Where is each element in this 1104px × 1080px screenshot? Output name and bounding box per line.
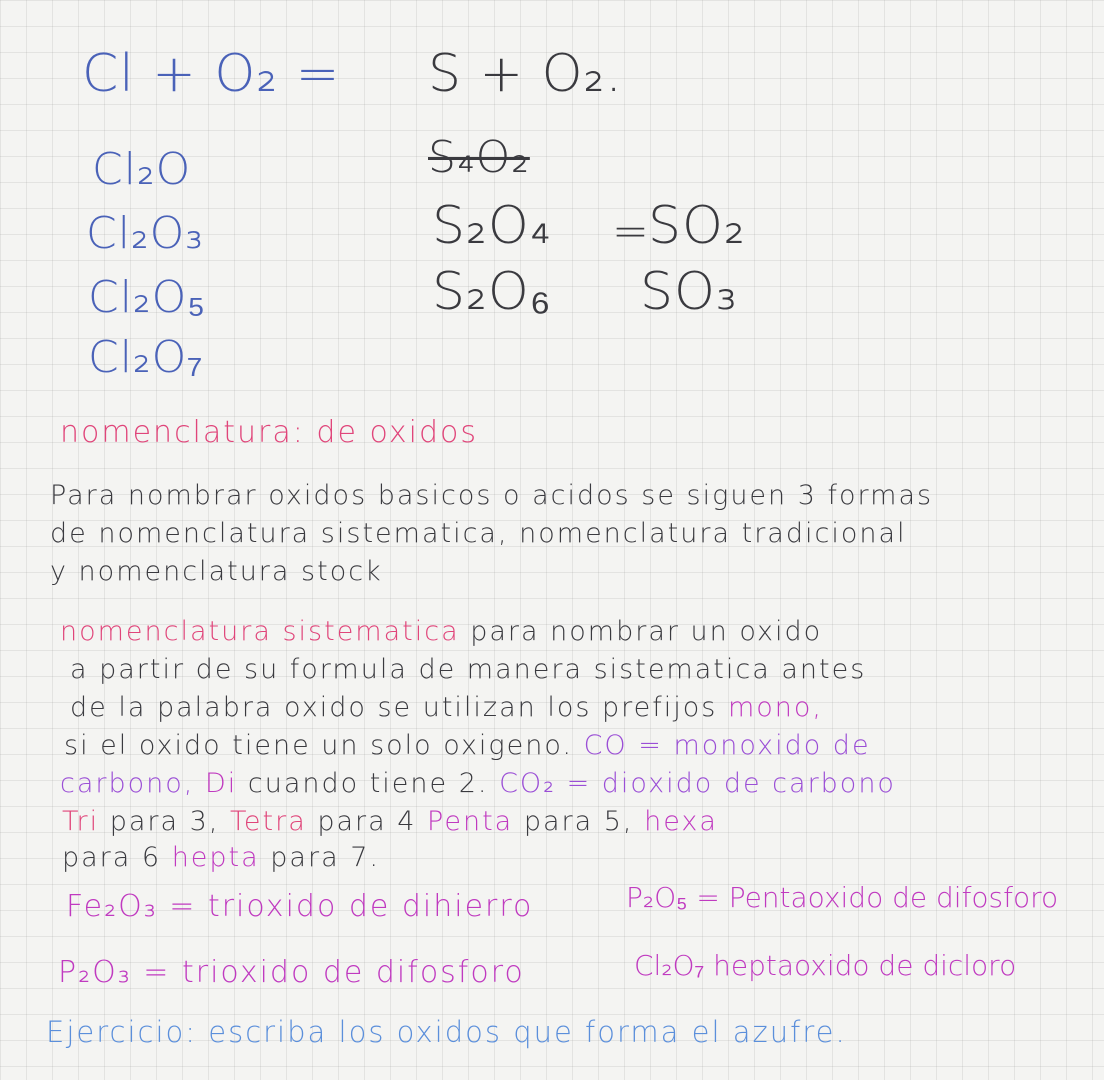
chlorine-oxide-4: Cl₂O₇ (88, 332, 204, 383)
sistematica-line-7 (62, 844, 380, 871)
prefix-di: Di (204, 768, 238, 799)
sulfur-oxide-2: S₂O₆ (432, 262, 552, 322)
sistematica-l4-text: si el oxido tiene un solo oxigeno. (64, 730, 573, 761)
intro-line-3: y nomenclatura stock (50, 556, 383, 587)
text-para-4: para 4 (317, 806, 417, 837)
prefix-hexa: hexa (644, 806, 718, 837)
intro-line-2: de nomenclatura sistematica, nomenclatura tradicional (50, 518, 907, 549)
sulfur-oxide-2-simplified: SO₃ (640, 262, 738, 322)
example-co2: CO₂ = dioxido de carbono (499, 768, 896, 799)
chlorine-oxide-2: Cl₂O₃ (86, 208, 204, 259)
example-cl2o7: Cl₂O₇ heptaoxido de dicloro (634, 949, 1017, 982)
prefix-tetra: Tetra (230, 806, 307, 837)
sistematica-l5-text: cuando tiene 2. (247, 768, 489, 799)
prefix-penta: Penta (427, 806, 514, 837)
sistematica-l1-text: para nombrar un oxido (470, 616, 823, 647)
text-para-7: para 7. (270, 842, 380, 873)
sistematica-line-3 (70, 694, 823, 721)
example-fe2o3: Fe₂O₃ = trioxido de dihierro (66, 889, 534, 924)
sistematica-heading: nomenclatura sistematica (60, 616, 460, 647)
prefix-tri: Tri (62, 806, 100, 837)
intro-line-1: Para nombrar oxidos basicos o acidos se siguen 3 formas (50, 480, 934, 511)
sistematica-line-6 (62, 808, 718, 835)
example-p2o5: P₂O₅ = Pentaoxido de difosforo (626, 881, 1059, 914)
sistematica-line-1 (60, 618, 822, 645)
sulfur-crossed-formula: S₄O₂ (428, 132, 530, 183)
exercise-line: Ejercicio: escriba los oxidos que forma el azufre. (46, 1015, 847, 1049)
sulfur-oxide-1-simplified: SO₂ (648, 196, 746, 256)
sistematica-l3-text: de la palabra oxido se utilizan los prefijos (70, 692, 718, 723)
prefix-hepta: hepta (171, 842, 260, 873)
sistematica-line-5 (60, 770, 896, 797)
chlorine-oxide-1: Cl₂O (92, 144, 192, 195)
example-p2o3: P₂O₃ = trioxido de difosforo (58, 955, 525, 990)
example-co-cont: carbono, (60, 768, 195, 799)
chlorine-oxide-3: Cl₂O₅ (88, 272, 206, 323)
text-para-5: para 5, (523, 806, 634, 837)
sistematica-line-2: a partir de su formula de manera sistematica antes (70, 654, 867, 685)
chlorine-reaction: Cl + O₂ = (82, 44, 341, 104)
text-para-6: para 6 (62, 842, 162, 873)
example-co: CO = monoxido de (583, 730, 871, 761)
sistematica-line-4 (64, 732, 871, 759)
sulfur-oxide-1: S₂O₄ (432, 196, 552, 256)
prefix-mono: mono, (727, 692, 824, 723)
section-title: nomenclatura: de oxidos (60, 415, 478, 450)
sulfur-reaction: S + O₂. (428, 44, 623, 104)
sulfur-equals: = (612, 206, 650, 257)
text-para-3: para 3, (109, 806, 220, 837)
